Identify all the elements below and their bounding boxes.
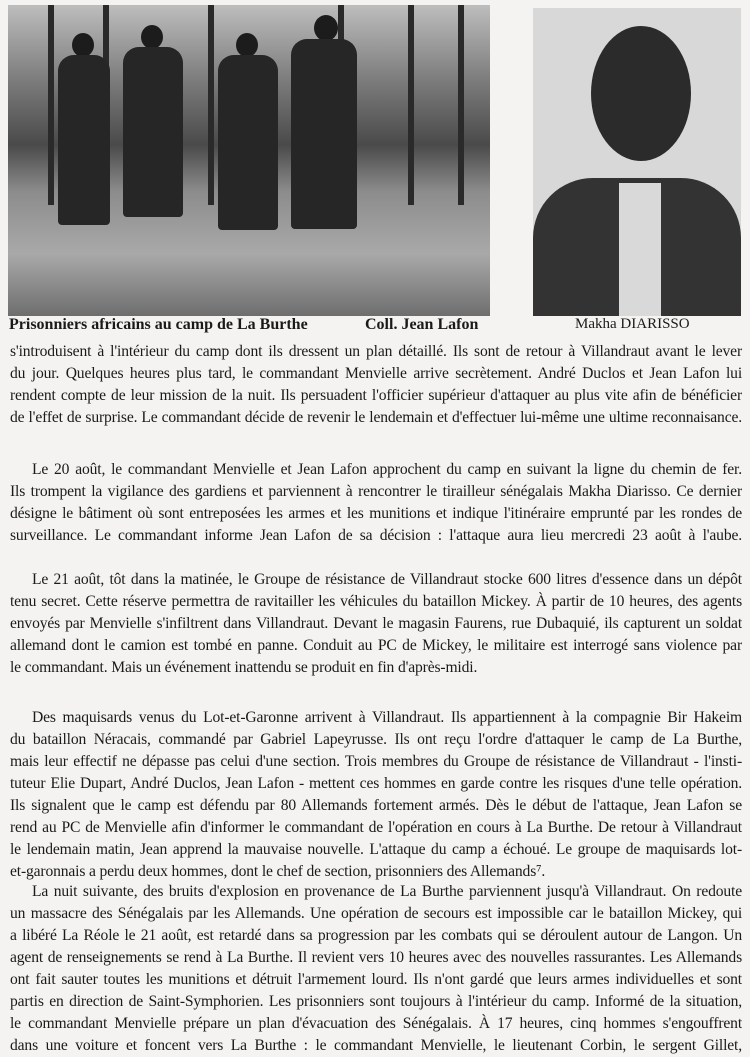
text-line: et-garonnais a perdu deux hommes, dont le chef de section, prisonniers des Allemands⁷. xyxy=(10,863,546,880)
text-line: rendent compte de leur mission de la nuit. Ils persuadent l'officier supérieur d'attaquer au plus vite afin de bénéficier xyxy=(10,387,742,404)
text-line: dans une voiture et foncent vers La Burthe : le commandant Menvielle, le lieutenant Corbin, le sergent Gillet, xyxy=(10,1037,742,1054)
photo-credit: Coll. Jean Lafon xyxy=(365,316,479,333)
text-line: La nuit suivante, des bruits d'explosion en provenance de La Burthe parviennent jusqu'à Villandraut. On redoute xyxy=(32,883,742,900)
text-line: un massacre des Sénégalais par les Allemands. Une opération de secours est impossible car le bataillon Mickey, qui xyxy=(10,905,742,922)
text-line: le commandant. Mais un événement inattendu se produit en fin d'après-midi. xyxy=(10,659,478,676)
text-line: mais leur effectif ne dépasse pas celui d'une section. Trois membres du Groupe de résistance de Villandraut - l'insti- xyxy=(10,753,742,770)
photo-prisoners-camp xyxy=(8,5,490,316)
text-line: Le 21 août, tôt dans la matinée, le Groupe de résistance de Villandraut stocke 600 litres d'essence dans un dépôt xyxy=(32,571,742,588)
text-line: tenu secret. Cette réserve permettra de ravitailler les véhicules du bataillon Mickey. À partir de 10 heures, des agents xyxy=(10,593,742,610)
text-line: Ils trompent la vigilance des gardiens et parviennent à rencontrer le tirailleur sénégalais Makha Diarisso. Ce dernier xyxy=(10,483,742,500)
text-line: le lendemain matin, Jean apprend la mauvaise nouvelle. L'attaque du camp a échoué. Le groupe de maquisards lot- xyxy=(10,841,742,858)
paragraph xyxy=(10,569,742,679)
text-line: allemand dont le camion est tombé en panne. Conduit au PC de Mickey, le militaire est interrogé sans violence par xyxy=(10,637,742,654)
photo-caption: Prisonniers africains au camp de La Burthe xyxy=(9,316,308,333)
paragraph xyxy=(10,707,742,883)
paragraph xyxy=(10,459,742,547)
text-line: agent de renseignements se rend à La Burthe. Il revient vers 10 heures avec des nouvelles rassurantes. Les Allemands xyxy=(10,949,742,966)
text-line: le commandant Menvielle prépare un plan d'évacuation des Sénégalais. À 17 heures, cinq hommes s'engouffrent xyxy=(10,1015,742,1032)
paragraph xyxy=(10,341,742,429)
text-line: rend au PC de Menvielle afin d'informer le commandant de l'opération en cours à La Burthe. De retour à Villandraut xyxy=(10,819,742,836)
text-line: a libéré La Réole le 21 août, est retardé dans sa progression par les combats qui se déroulent autour de Langon. Un xyxy=(10,927,742,944)
text-line: Le 20 août, le commandant Menvielle et Jean Lafon approchent du camp en suivant la ligne du chemin de fer. xyxy=(32,461,742,478)
text-line: désigne le bâtiment où sont entreposées les armes et les munitions et indique l'itinéraire emprunté par les rondes de xyxy=(10,505,742,522)
text-line: envoyés par Menvielle s'infiltrent dans Villandraut. Devant le magasin Faurens, rue Dubaquié, ils capturent un soldat xyxy=(10,615,742,632)
portrait-makha-diarisso xyxy=(533,8,741,316)
text-line: ont fait sauter toutes les munitions et détruit l'armement lourd. Ils n'ont gardé que leurs armes individuelles et sont xyxy=(10,971,742,988)
text-line: surveillance. Le commandant informe Jean Lafon de sa décision : l'attaque aura lieu mercredi 23 août à l'aube. xyxy=(10,527,742,544)
text-line: du bataillon Néracais, commandé par Gabriel Lapeyrusse. Ils ont reçu l'ordre d'attaquer le camp de La Burthe, xyxy=(10,731,742,748)
text-line: Des maquisards venus du Lot-et-Garonne arrivent à Villandraut. Ils appartiennent à la compagnie Bir Hakeim xyxy=(32,709,742,726)
text-line: s'introduisent à l'intérieur du camp dont ils dressent un plan détaillé. Ils sont de retour à Villandraut avant le lever xyxy=(10,343,742,360)
paragraph xyxy=(10,881,742,1057)
portrait-caption: Makha DIARISSO xyxy=(575,316,690,332)
text-line: Ils signalent que le camp est défendu par 80 Allemands fortement armés. Dès le début de l'attaque, Jean Lafon se xyxy=(10,797,742,814)
text-line: tuteur Elie Dupart, André Duclos, Jean Lafon - mettent ces hommes en garde contre les risques d'une telle opération. xyxy=(10,775,742,792)
text-line: du jour. Quelques heures plus tard, le commandant Menvielle arrive secrètement. André Duclos et Jean Lafon lui xyxy=(10,365,742,382)
text-line: partis en direction de Saint-Symphorien. Les prisonniers sont toujours à l'intérieur du camp. Informé de la situation, xyxy=(10,993,742,1010)
text-line: de l'effet de surprise. Le commandant décide de revenir le lendemain et d'effectuer lui-même une ultime reconnaisance. xyxy=(10,409,742,426)
